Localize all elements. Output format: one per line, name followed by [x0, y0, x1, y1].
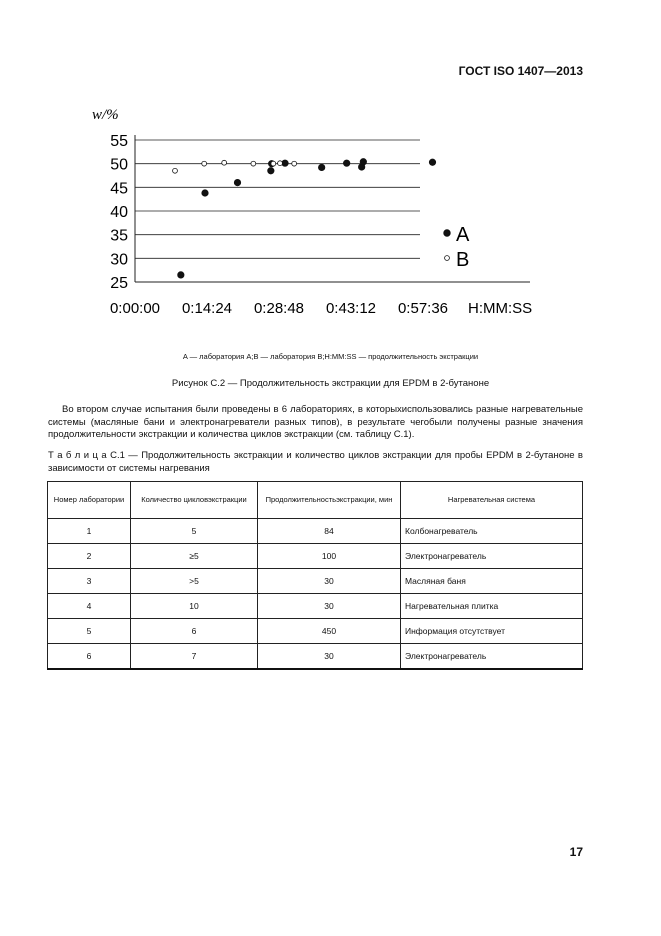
y-tick-label: 25	[110, 275, 128, 292]
cell-lab-number: 6	[48, 644, 131, 670]
cell-cycle-count: 10	[131, 594, 258, 619]
body-paragraph: Во втором случае испытания были проведены в 6 лабораториях, в которыхиспользовались разные нагревательные системы (масляные бани и электронагреватели разных типов), в результате чегобыли получены разные значения продолжительности экстракции и количества циклов экстракции (см. таблицу C.1).	[48, 404, 583, 440]
header-cycle-count: Количество цикловэкстракции	[131, 482, 258, 519]
point-series-a	[202, 190, 209, 197]
y-tick-label: 50	[110, 156, 128, 174]
y-tick-label: 40	[110, 204, 128, 221]
table-row	[48, 619, 583, 644]
point-series-a	[318, 164, 325, 171]
header-duration: Продолжительностьэкстракции, мин	[258, 482, 401, 519]
y-tick-label: 30	[110, 251, 128, 269]
x-tick-label: 0:43:12	[325, 300, 377, 317]
legend-label: A	[456, 224, 470, 246]
cell-heating-system: Колбонагреватель	[401, 519, 583, 544]
document-header: ГОСТ ISO 1407—2013	[458, 64, 583, 78]
cell-heating-system: Информация отсутствует	[401, 619, 583, 644]
legend-marker	[445, 256, 450, 261]
cell-lab-number: 5	[48, 619, 131, 644]
figure-legend-text: A — лаборатория A;B — лаборатория B;H:MM:SS — продолжительность экстракции	[182, 352, 479, 361]
table-row	[48, 569, 583, 594]
y-tick-label: 45	[110, 180, 128, 198]
point-series-b	[202, 161, 207, 166]
figure-caption: Рисунок C.2 — Продолжительность экстракции для EPDM в 2-бутаноне	[171, 378, 490, 389]
point-series-b	[251, 161, 256, 166]
cell-duration: 100	[258, 544, 401, 569]
cell-lab-number: 4	[48, 594, 131, 619]
table-row	[48, 544, 583, 569]
chart-legend	[444, 224, 470, 271]
cell-heating-system: Масляная баня	[401, 569, 583, 594]
y-tick-label: 35	[110, 227, 128, 245]
cell-lab-number: 3	[48, 569, 131, 594]
cell-cycle-count: >5	[131, 569, 258, 594]
chart-gridlines	[135, 135, 420, 258]
page-number: 17	[569, 845, 583, 859]
table-title-text: C.1 — Продолжительность экстракции и количество циклов экстракции для пробы EPDM в 2-бутаноне в зависимости от системы нагревания	[48, 450, 583, 474]
extraction-duration-chart	[0, 95, 661, 335]
legend-label: B	[456, 249, 470, 271]
point-series-a	[360, 158, 367, 165]
table-header-row	[48, 482, 583, 519]
chart-points	[173, 158, 436, 278]
x-tick-labels	[110, 300, 448, 317]
cell-heating-system: Электронагреватель	[401, 544, 583, 569]
x-axis-label: H:MM:SS	[468, 300, 533, 317]
x-tick-label: 0:14:24	[181, 300, 233, 317]
cell-lab-number: 1	[48, 519, 131, 544]
cell-cycle-count: ≥5	[131, 544, 258, 569]
y-tick-labels	[110, 133, 128, 292]
legend-marker	[444, 230, 451, 237]
x-tick-label: 0:57:36	[397, 300, 449, 317]
cell-cycle-count: 6	[131, 619, 258, 644]
point-series-b	[222, 160, 227, 165]
cell-cycle-count: 5	[131, 519, 258, 544]
table-title	[48, 450, 583, 475]
x-tick-label: 0:28:48	[253, 300, 305, 317]
header-heating-system: Нагревательная система	[401, 482, 583, 519]
cell-lab-number: 2	[48, 544, 131, 569]
table-row	[48, 519, 583, 544]
y-tick-label: 55	[110, 133, 128, 150]
x-tick-label: 0:00:00	[109, 300, 161, 317]
header-lab-number: Номер лаборатории	[48, 482, 131, 519]
table-title-prefix: Т а б л и ц а	[48, 450, 107, 461]
cell-duration: 30	[258, 644, 401, 670]
cell-duration: 30	[258, 569, 401, 594]
point-series-b	[271, 161, 276, 166]
point-series-a	[429, 159, 436, 166]
point-series-b	[173, 168, 178, 173]
point-series-a	[268, 167, 275, 174]
cell-duration: 30	[258, 594, 401, 619]
point-series-a	[178, 272, 185, 279]
cell-heating-system: Нагревательная плитка	[401, 594, 583, 619]
y-axis-label: w/%	[92, 107, 119, 123]
cell-duration: 450	[258, 619, 401, 644]
table-row	[48, 644, 583, 670]
point-series-a	[234, 179, 241, 186]
point-series-a	[343, 160, 350, 167]
table-row	[48, 594, 583, 619]
point-series-b	[278, 161, 283, 166]
cell-duration: 84	[258, 519, 401, 544]
cell-cycle-count: 7	[131, 644, 258, 670]
point-series-b	[292, 161, 297, 166]
cell-heating-system: Электронагреватель	[401, 644, 583, 670]
extraction-table	[47, 481, 583, 670]
